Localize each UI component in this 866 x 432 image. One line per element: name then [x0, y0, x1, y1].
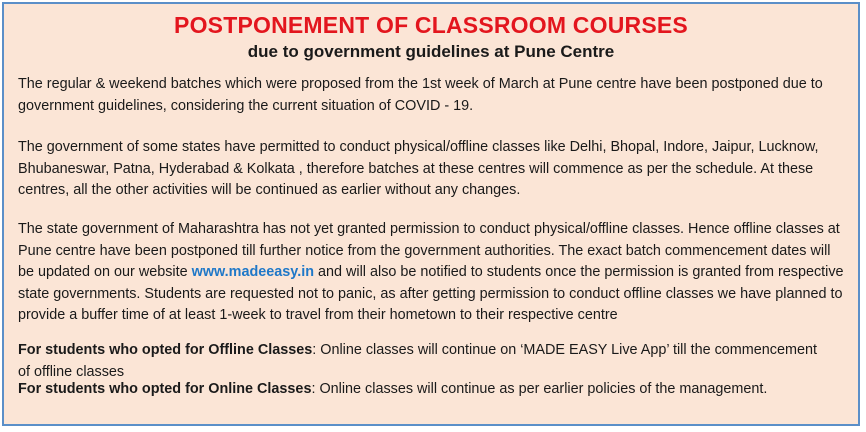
paragraph-maharashtra-text-2: and will also be notified to students once the permission is granted from respective state governments. Students are requested not to panic, as after getting permission to conduct offline classes we have planned to provide a buffer time of at least 1-week to travel from their hometown to their respective centre	[18, 264, 844, 323]
paragraph-other-states: The government of some states have permitted to conduct physical/offline classes like Delhi, Bhopal, Indore, Jaipur, Lucknow, Bhubaneswar, Patna, Hyderabad & Kolkata , therefore batches at these centres will commence as per the schedule. At these centres, all the other activities will be continued as earlier without any changes.	[18, 139, 819, 198]
note-online-label: For students who opted for Online Classes	[18, 381, 312, 397]
note-online-text: : Online classes will continue as per earlier policies of the management.	[311, 381, 768, 397]
paragraph-maharashtra-text-1: The state government of Maharashtra has not yet granted permission to conduct physical/offline classes. Hence offline classes at Pune centre have been postponed till further notice from the government authorities. The exact batch commencement dates will be updated on our website	[18, 221, 840, 280]
website-link[interactable]: www.madeeasy.in	[191, 264, 314, 280]
paragraph-maharashtra	[18, 219, 848, 327]
notice-subtitle: due to government guidelines at Pune Centre	[247, 42, 615, 61]
notice-panel	[2, 2, 860, 426]
paragraph-postponement: The regular & weekend batches which were proposed from the 1st week of March at Pune centre have been postponed due to government guidelines, considering the current situation of COVID - 19.	[18, 76, 823, 114]
note-offline-students	[18, 340, 818, 383]
note-offline-text: : Online classes will continue on ‘MADE EASY Live App’ till the commencement of offline classes	[18, 342, 817, 380]
note-online-students	[18, 379, 848, 401]
note-offline-label: For students who opted for Offline Classes	[18, 342, 313, 358]
notice-title: POSTPONEMENT OF CLASSROOM COURSES	[174, 12, 688, 38]
